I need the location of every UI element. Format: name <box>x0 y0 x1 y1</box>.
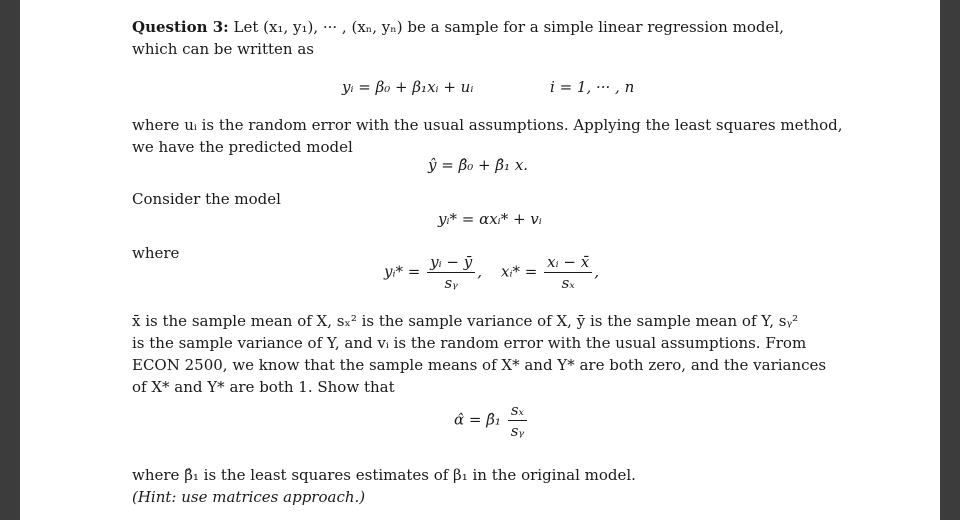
question-intro-line2: which can be written as <box>132 40 314 58</box>
y-star-fraction <box>427 252 475 293</box>
paragraph-definitions-line2: is the sample variance of Y, and vᵢ is the random error with the usual assumptions. From <box>132 334 807 352</box>
x-star-fraction <box>544 252 592 293</box>
paragraph-definitions-line3: ECON 2500, we know that the sample means of X* and Y* are both zero, and the variances <box>132 356 827 374</box>
question-intro-line1 <box>132 16 862 38</box>
equation-standardized-model: yᵢ* = αxᵢ* + vᵢ <box>438 210 542 228</box>
paragraph-definitions-line4: of X* and Y* are both 1. Show that <box>132 378 395 396</box>
equation-standardization <box>384 252 599 293</box>
document-page <box>20 0 940 520</box>
paragraph-where: where <box>132 244 180 262</box>
x-star-numerator: xᵢ − x̄ <box>544 252 592 273</box>
separator-comma: , <box>477 262 482 281</box>
equation-index-range: i = 1, ··· , n <box>550 78 635 96</box>
equation-regression-model: yᵢ = β₀ + β₁xᵢ + uᵢ <box>342 78 474 96</box>
x-star-denominator: sₓ <box>561 274 575 292</box>
paragraph-definitions-line1: x̄ is the sample mean of X, sₓ² is the sample variance of X, ȳ is the sample mean of Y, sᵧ² <box>132 312 799 330</box>
paragraph-error-line2: we have the predicted model <box>132 138 353 156</box>
alpha-hat-fraction <box>508 400 527 441</box>
y-star-denominator: sᵧ <box>444 274 458 292</box>
equation-alpha-hat <box>454 400 529 441</box>
ending-comma: , <box>594 262 599 281</box>
alpha-hat-lhs: α̂ = β̂₁ <box>454 410 501 429</box>
paragraph-error-line1: where uᵢ is the random error with the usual assumptions. Applying the least squares method, <box>132 116 843 134</box>
question-intro-text: Let (x₁, y₁), ··· , (xₙ, yₙ) be a sample for a simple linear regression model, <box>233 18 784 36</box>
paragraph-consider-model: Consider the model <box>132 190 281 208</box>
alpha-hat-denominator: sᵧ <box>510 422 525 440</box>
paragraph-hint: (Hint: use matrices approach.) <box>132 488 366 506</box>
x-star-lhs: xᵢ* = <box>501 262 538 281</box>
equation-predicted-model: ŷ = β̂₀ + β̂₁ x. <box>428 156 529 174</box>
y-star-lhs: yᵢ* = <box>384 262 421 281</box>
y-star-numerator: yᵢ − ȳ <box>427 252 475 273</box>
paragraph-conclusion: where β̂₁ is the least squares estimates of β₁ in the original model. <box>132 466 636 484</box>
alpha-hat-numerator: sₓ <box>508 400 527 421</box>
question-label: Question 3: <box>132 18 229 36</box>
